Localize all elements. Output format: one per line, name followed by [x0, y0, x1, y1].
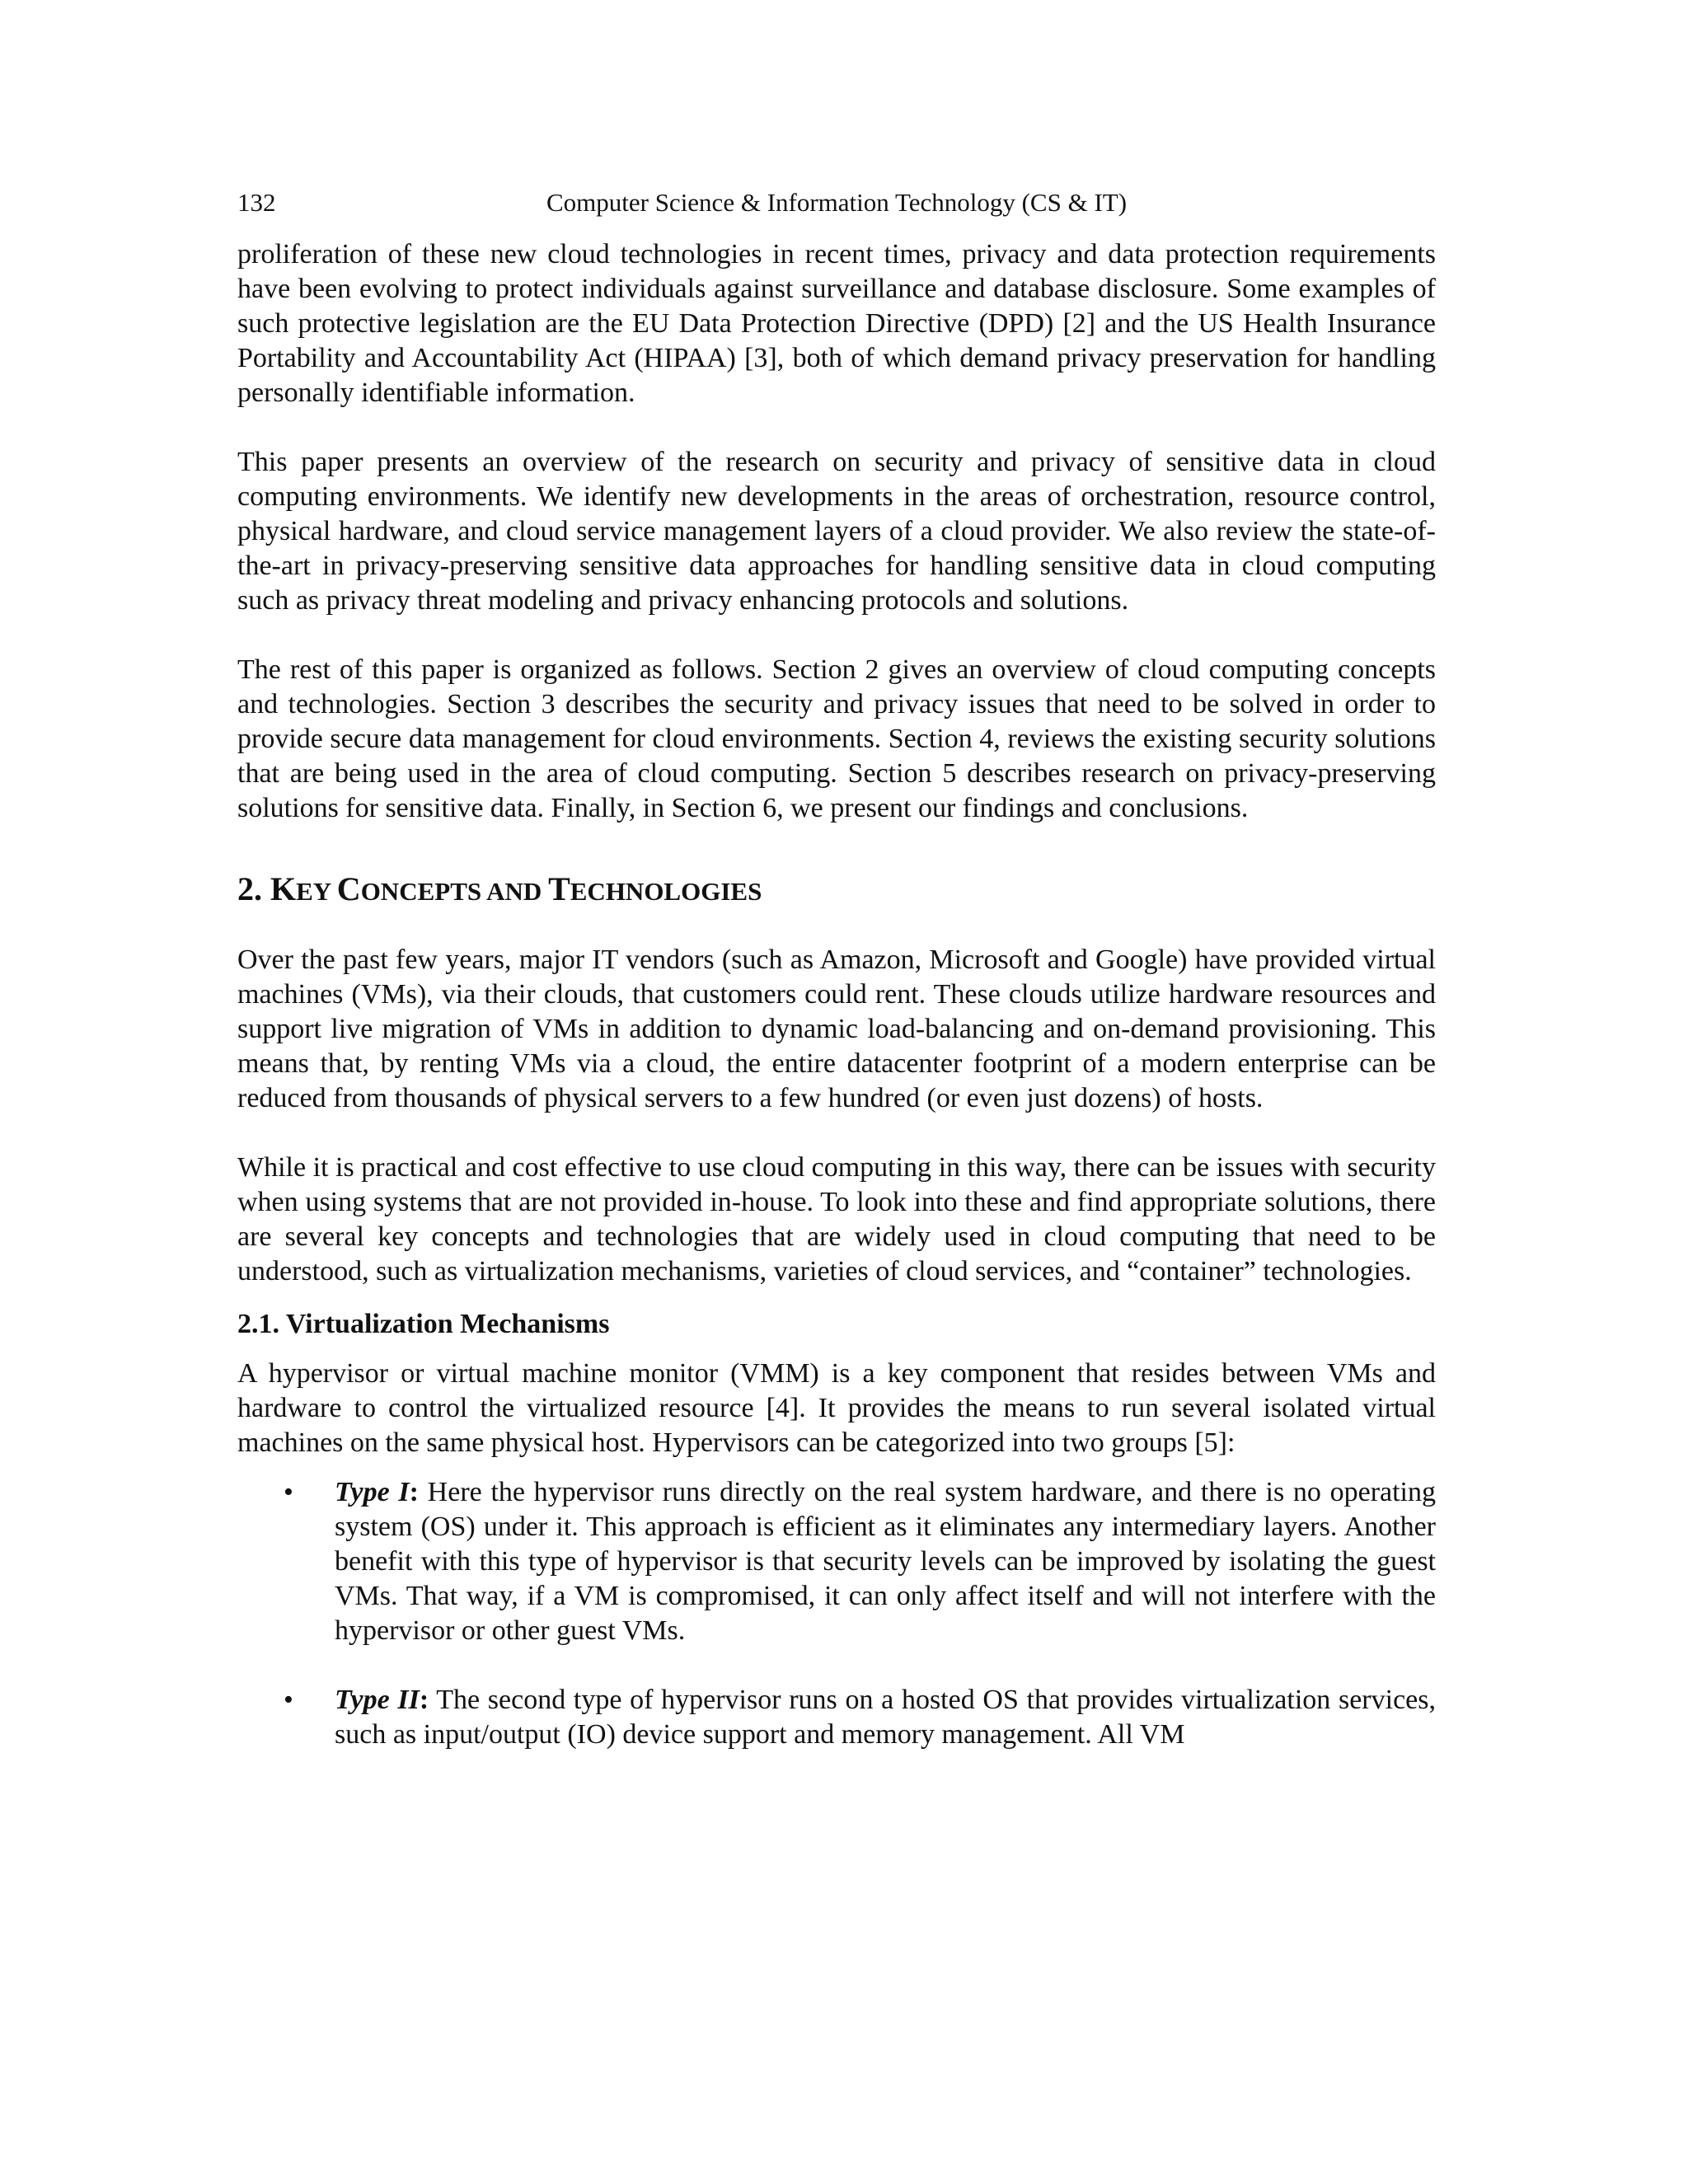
page-header — [237, 186, 1436, 219]
term-type-2: Type II — [335, 1685, 420, 1715]
bullet-icon: • — [284, 1477, 293, 1507]
paragraph-security-issues: While it is practical and cost effective to use cloud computing in this way, there can be issues with security when using systems that are not provided in-house. To look into these and find appropriate solutions, there are several key concepts and technologies that are widely used in cloud computing that need to be understood, such as virtualization mechanisms, varieties of cloud services, and “container” technologies. — [237, 1152, 1436, 1286]
section-number: 2. — [237, 870, 270, 907]
section-title-part: EY — [296, 877, 337, 906]
paragraph-privacy-legislation: proliferation of these new cloud technologies in recent times, privacy and data protection requirements have been evolving to protect individuals against surveillance and database disclosure. Some examples of such protective legislation are the EU Data Protection Directive (DPD) [2] and the US Health Insurance Portability and Accountability Act (HIPAA) [3], both of which demand privacy preservation for handling personally identifiable information. — [237, 239, 1436, 408]
list-item-type-2 — [237, 1683, 1436, 1752]
term-colon: : — [419, 1685, 429, 1715]
list-item-type-1 — [237, 1475, 1436, 1648]
page-body — [237, 237, 1436, 1752]
section-heading-key-concepts — [237, 869, 1436, 912]
paragraph-gap — [237, 1116, 1436, 1151]
section-title-part: ECHNOLOGIES — [570, 877, 762, 906]
paragraph-it-vendors: Over the past few years, major IT vendors (such as Amazon, Microsoft and Google) have provided virtual machines (VMs), via their clouds, that customers could rent. These clouds utilize hardware resources and support live migration of VMs in addition to dynamic load-balancing and on-demand provisioning. This means that, by renting VMs via a cloud, the entire datacenter footprint of a modern enterprise can be reduced from thousands of physical servers to a few hundred (or even just dozens) of hosts. — [237, 944, 1436, 1113]
list-item-text: The second type of hypervisor runs on a hosted OS that provides virtualization services, such as input/output (IO) device support and memory management. All VM — [335, 1685, 1436, 1750]
page-number: 132 — [237, 188, 276, 217]
subsection-heading-virtualization: 2.1. Virtualization Mechanisms — [237, 1309, 610, 1339]
paragraph-gap — [237, 618, 1436, 653]
bullet-icon: • — [284, 1685, 293, 1715]
section-title-part: T — [548, 870, 570, 907]
hypervisor-types-list — [237, 1475, 1436, 1752]
paragraph-paper-organization: The rest of this paper is organized as follows. Section 2 gives an overview of cloud computing concepts and technologies. Section 3 describes the security and privacy issues that need to be solved in order to provide secure data management for cloud environments. Section 4, reviews the existing security solutions that are being used in the area of cloud computing. Section 5 describes research on privacy-preserving solutions for sensitive data. Finally, in Section 6, we present our findings and conclusions. — [237, 654, 1436, 823]
section-title-part: ONCEPTS AND — [360, 877, 549, 906]
list-item-text: Here the hypervisor runs directly on the real system hardware, and there is no operating system (OS) under it. This approach is efficient as it eliminates any intermediary layers. Another benefit with this type of hypervisor is that security levels can be improved by isolating the guest VMs. That way, if a VM is compromised, it can only affect itself and will not interfere with the hypervisor or other guest VMs. — [335, 1477, 1436, 1646]
running-title: Computer Science & Information Technology (CS & IT) — [546, 188, 1128, 217]
term-colon: : — [409, 1477, 419, 1507]
paragraph-paper-overview: This paper presents an overview of the research on security and privacy of sensitive data in cloud computing environments. We identify new developments in the areas of orchestration, resource control, physical hardware, and cloud service management layers of a cloud provider. We also review the state-of-the-art in privacy-preserving sensitive data approaches for handling sensitive data in cloud computing such as privacy threat modeling and privacy enhancing protocols and solutions. — [237, 447, 1436, 616]
term-type-1: Type I — [335, 1477, 410, 1507]
paragraph-gap — [237, 410, 1436, 445]
section-title-part: C — [336, 870, 361, 907]
section-title-part: K — [270, 870, 297, 907]
paragraph-hypervisor: A hypervisor or virtual machine monitor (VMM) is a key component that resides between VMs and hardware to control the virtualized resource [4]. It provides the means to run several isolated virtual machines on the same physical host. Hypervisors can be categorized into two groups [5]: — [237, 1358, 1436, 1458]
